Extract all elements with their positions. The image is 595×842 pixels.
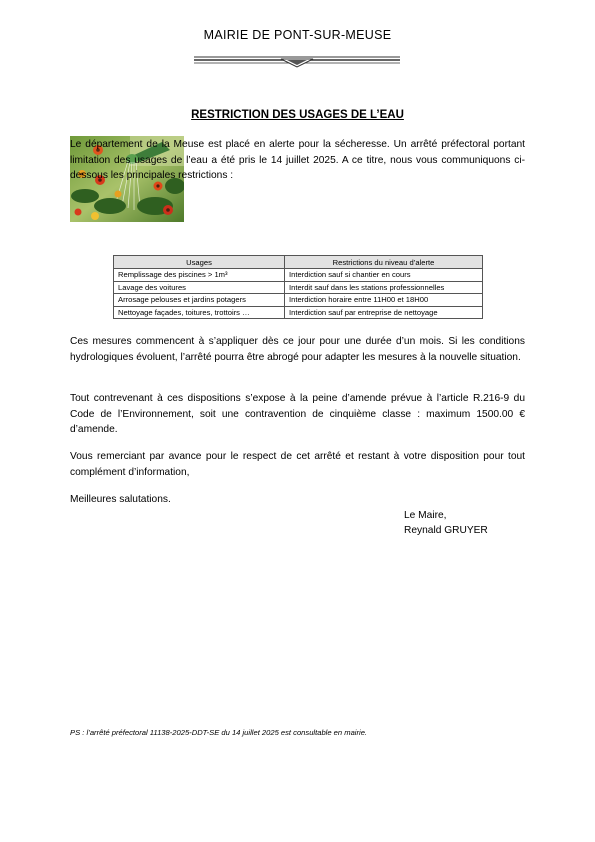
table-row (114, 281, 483, 294)
thanks-paragraph: Vous remerciant par avance pour le respect de cet arrêté et restant à votre disposition pour tout complément d’information, (70, 451, 525, 478)
header-divider (194, 54, 400, 68)
closing-salutation: Meilleures salutations. (70, 494, 171, 505)
table-row (114, 306, 483, 319)
table-cell-usage: Lavage des voitures (114, 281, 285, 294)
penalty-paragraph: Tout contrevenant à ces dispositions s’expose à la peine d’amende prévue à l’article R.216-9 du Code de l’Environnement, soit une contravention de cinquième classe : maximum 1500.00 € d’amende. (70, 393, 525, 435)
table-header-row (114, 256, 483, 269)
table-cell-restriction: Interdiction horaire entre 11H00 et 18H00 (285, 294, 483, 307)
restrictions-table (113, 255, 483, 319)
table-cell-restriction: Interdiction sauf par entreprise de nettoyage (285, 306, 483, 319)
document-title-text: RESTRICTION DES USAGES DE L’EAU (191, 109, 404, 121)
signature-name: Reynald GRUYER (404, 525, 488, 536)
intro-paragraph: Le département de la Meuse est placé en alerte pour la sécheresse. Un arrêté préfectoral portant limitation des usages de l’eau a été pris le 14 juillet 2025. A ce titre, nous vous communiquons ci-dessous les principales restrictions : (70, 139, 525, 181)
table-cell-usage: Nettoyage façades, toitures, trottoirs … (114, 306, 285, 319)
table-cell-usage: Arrosage pelouses et jardins potagers (114, 294, 285, 307)
table-cell-restriction: Interdit sauf dans les stations professionnelles (285, 281, 483, 294)
table-cell-restriction: Interdiction sauf si chantier en cours (285, 269, 483, 282)
measures-paragraph: Ces mesures commencent à s’appliquer dès ce jour pour une durée d’un mois. Si les conditions hydrologiques évoluent, l’arrêté pourra être abrogé pour adapter les mesures à la nouvelle situation. (70, 336, 525, 363)
table-header-restrictions: Restrictions du niveau d’alerte (285, 256, 483, 269)
signature-role: Le Maire, (404, 510, 447, 521)
table-row (114, 294, 483, 307)
table-row (114, 269, 483, 282)
postscript-note: PS : l’arrêté préfectoral 11138-2025-DDT-SE du 14 juillet 2025 est consultable en mairie. (70, 728, 368, 737)
mairie-header-title: MAIRIE DE PONT-SUR-MEUSE (203, 28, 392, 42)
document-title (0, 109, 595, 121)
table-header-usages: Usages (114, 256, 285, 269)
table-cell-usage: Remplissage des piscines > 1m³ (114, 269, 285, 282)
